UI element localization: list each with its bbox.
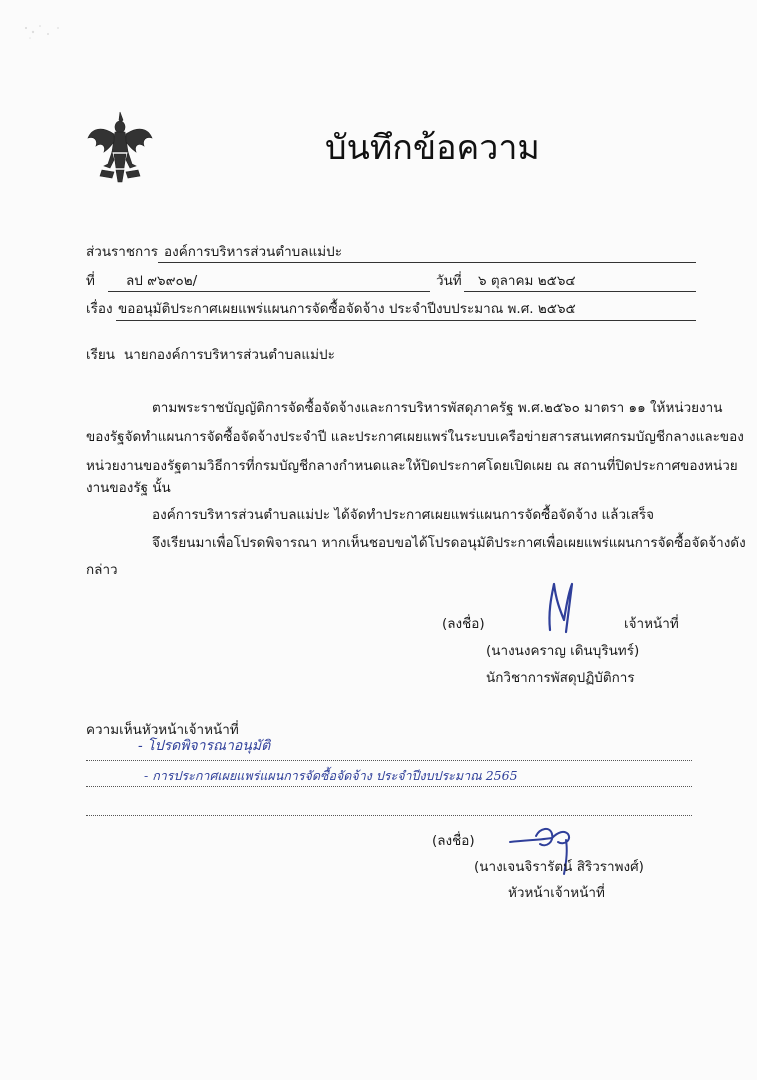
- opinion-label: ความเห็นหัวหน้าเจ้าหน้าที่: [86, 722, 239, 738]
- memo-title: บันทึกข้อความ: [325, 128, 540, 168]
- date-underline: [464, 291, 696, 292]
- opinion-dotted-line3: [86, 815, 692, 816]
- body-p1-line4: งานของรัฐ นั้น: [86, 480, 171, 496]
- to-label: เรียน: [86, 347, 116, 363]
- date-label: วันที่: [436, 273, 462, 289]
- agency-underline: [158, 262, 696, 263]
- subject-value: ขออนุมัติประกาศเผยแพร่แผนการจัดซื้อจัดจ้าง ประจำปีงบประมาณ พ.ศ. ๒๕๖๕: [118, 301, 576, 317]
- scan-speck-icon: [18, 18, 78, 48]
- signature1-role: เจ้าหน้าที่: [624, 616, 679, 632]
- date-value: ๖ ตุลาคม ๒๕๖๔: [478, 273, 576, 289]
- body-p1-line2: ของรัฐจัดทำแผนการจัดซื้อจัดจ้างประจำปี และประกาศเผยแพร่ในระบบเครือข่ายสารสนเทศกรมบัญชีกลางและของ: [86, 429, 744, 445]
- opinion-dotted-line2: [86, 786, 692, 787]
- body-p3-line2: กล่าว: [86, 562, 118, 578]
- subject-label: เรื่อง: [86, 301, 113, 317]
- signature1-sign-label: (ลงชื่อ): [442, 616, 485, 632]
- agency-label: ส่วนราชการ: [86, 244, 159, 260]
- signature1-position: นักวิชาการพัสดุปฏิบัติการ: [486, 670, 635, 686]
- body-p1-line1: ตามพระราชบัญญัติการจัดซื้อจัดจ้างและการบริหารพัสดุภาครัฐ พ.ศ.๒๕๖๐ มาตรา ๑๑ ให้หน่วยงาน: [152, 400, 723, 416]
- body-p3-line1: จึงเรียนมาเพื่อโปรดพิจารณา หากเห็นชอบขอได้โปรดอนุมัติประกาศเพื่อเผยแพร่แผนการจัดซื้อจัดจ้างดัง: [152, 535, 746, 551]
- agency-value: องค์การบริหารส่วนตำบลแม่ปะ: [164, 244, 342, 260]
- body-p2: องค์การบริหารส่วนตำบลแม่ปะ ได้จัดทำประกาศเผยแพร่แผนการจัดซื้อจัดจ้าง แล้วเสร็จ: [152, 507, 655, 523]
- signature2-name: (นางเจนจิรารัตน์ สิริวราพงศ์): [474, 859, 644, 875]
- ref-underline: [108, 291, 430, 292]
- signature2-sign-label: (ลงชื่อ): [432, 833, 475, 849]
- handwritten-signature1-icon: [540, 580, 580, 636]
- subject-underline: [116, 320, 696, 321]
- signature1-name: (นางนงคราญ เดินบุรินทร์): [486, 643, 640, 659]
- to-value: นายกองค์การบริหารส่วนตำบลแม่ปะ: [124, 347, 335, 363]
- opinion-handwritten-line1: - โปรดพิจารณาอนุมัติ: [138, 738, 271, 754]
- body-p1-line3: หน่วยงานของรัฐตามวิธีการที่กรมบัญชีกลางกำหนดและให้ปิดประกาศโดยเปิดเผย ณ สถานที่ปิดประกาศของหน่วย: [86, 458, 738, 474]
- ref-value: ลป ๙๖๙๐๒/: [126, 273, 198, 289]
- garuda-emblem-icon: [84, 108, 156, 188]
- opinion-handwritten-line2: - การประกาศเผยแพร่แผนการจัดซื้อจัดจ้าง ประจำปีงบประมาณ 2565: [144, 768, 518, 783]
- ref-label: ที่: [86, 273, 95, 289]
- signature2-position: หัวหน้าเจ้าหน้าที่: [508, 885, 605, 901]
- opinion-dotted-line1: [86, 760, 692, 761]
